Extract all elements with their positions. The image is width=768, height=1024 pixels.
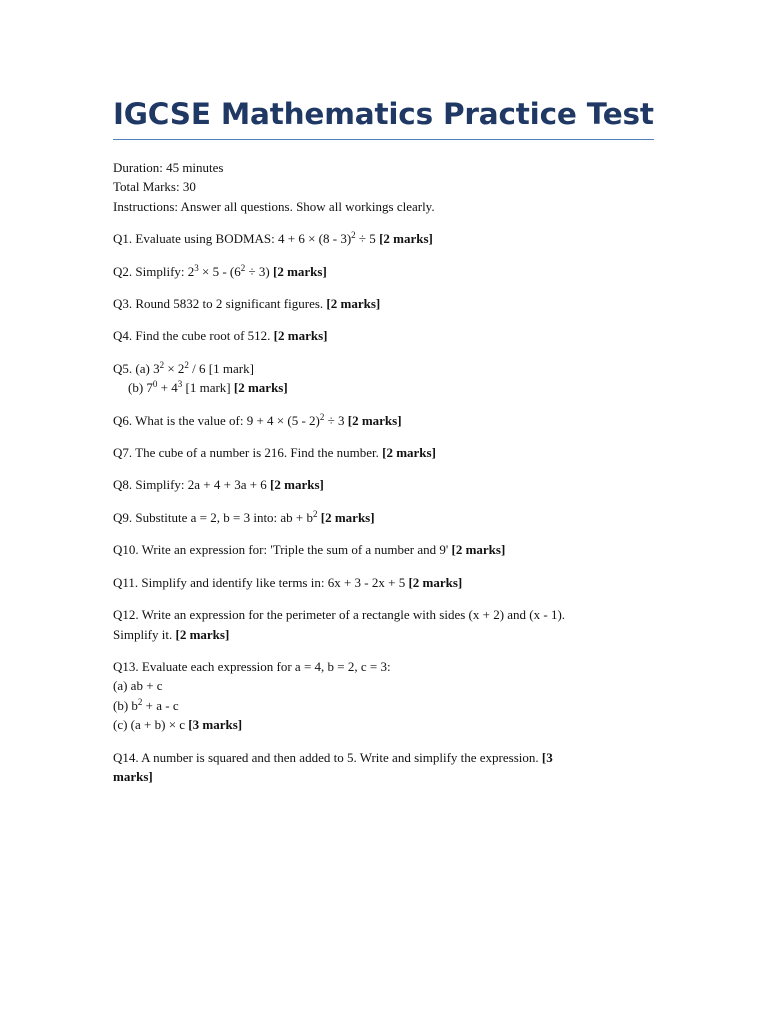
question-13: Q13. Evaluate each expression for a = 4, b = 2, c = 3: (a) ab + c (b) $b^2 + a - c$ (c) (a + b) × c [3 marks]	[113, 657, 658, 735]
question-7: Q7. The cube of a number is 216. Find the number. [2 marks]	[113, 445, 436, 461]
total-marks-text: Total Marks: 30	[113, 179, 196, 195]
question-10: Q10. Write an expression for: 'Triple the sum of a number and 9' [2 marks]	[113, 542, 506, 558]
marks-label: [2 marks]	[270, 477, 324, 493]
question-4: Q4. Find the cube root of 512. [2 marks]	[113, 328, 328, 344]
marks-label: [2 marks]	[175, 626, 230, 642]
question-9: Q9. Substitute a = 2, b = 3 into: ab + $b^2$ [2 marks]	[113, 508, 375, 525]
question-6: Q6. What is the value of: 9 + 4 × (5 - 2)$^2$ ÷ 3 [2 marks]	[113, 411, 402, 428]
marks-label-end: marks]	[113, 768, 153, 784]
question-13-part-b: (b) $b^2 + a - c$	[113, 696, 179, 713]
document-content	[113, 96, 658, 786]
marks-label: [2 marks]	[382, 445, 436, 461]
test-meta	[113, 158, 658, 216]
question-5-part-b: (b) $7^0 + 4^3$ [1 mark] [2 marks]	[128, 379, 288, 396]
document-title: IGCSE Mathematics Practice Test	[113, 97, 654, 131]
question-13-part-a: (a) ab + c	[113, 678, 163, 694]
title-underline	[113, 139, 654, 140]
instructions-text: Instructions: Answer all questions. Show all workings clearly.	[113, 198, 435, 214]
marks-label: [2 marks]	[320, 509, 375, 525]
question-5-part-a: Q5. (a) $3^2 \times 2^2 / 6$ [1 mark]	[113, 359, 254, 376]
question-3: Q3. Round 5832 to 2 significant figures. [2 marks]	[113, 296, 381, 312]
question-11: Q11. Simplify and identify like terms in: 6x + 3 - 2x + 5 [2 marks]	[113, 574, 463, 590]
question-1: Q1. Evaluate using BODMAS: 4 + 6 × (8 - 3)$^2$ ÷ 5 [2 marks]	[113, 230, 433, 247]
marks-label: [2 marks]	[272, 263, 327, 279]
marks-label: [2 marks]	[408, 574, 463, 590]
question-14: Q14. A number is squared and then added to 5. Write and simplify the expression. [3 marks]	[113, 749, 553, 784]
question-2: Q2. Simplify: $2^3 \times 5 - (6^2 \div 3)$ [2 marks]	[113, 262, 327, 279]
marks-label: [2 marks]	[379, 231, 433, 247]
question-13-part-c: (c) (a + b) × c [3 marks]	[113, 717, 243, 733]
marks-label: [2 marks]	[273, 328, 328, 344]
marks-label-start: [3	[541, 749, 553, 765]
duration-text: Duration: 45 minutes	[113, 160, 224, 175]
question-5	[113, 359, 658, 398]
marks-label: [2 marks]	[347, 412, 402, 428]
question-12: Q12. Write an expression for the perimeter of a rectangle with sides (x + 2) and (x - 1). Simplify it. [2 marks]	[113, 607, 566, 642]
marks-label: [2 marks]	[451, 542, 506, 558]
marks-label: [2 marks]	[326, 296, 381, 312]
marks-label: [2 marks]	[233, 380, 288, 396]
question-8: Q8. Simplify: 2a + 4 + 3a + 6 [2 marks]	[113, 477, 324, 493]
marks-label: [3 marks]	[188, 717, 243, 733]
